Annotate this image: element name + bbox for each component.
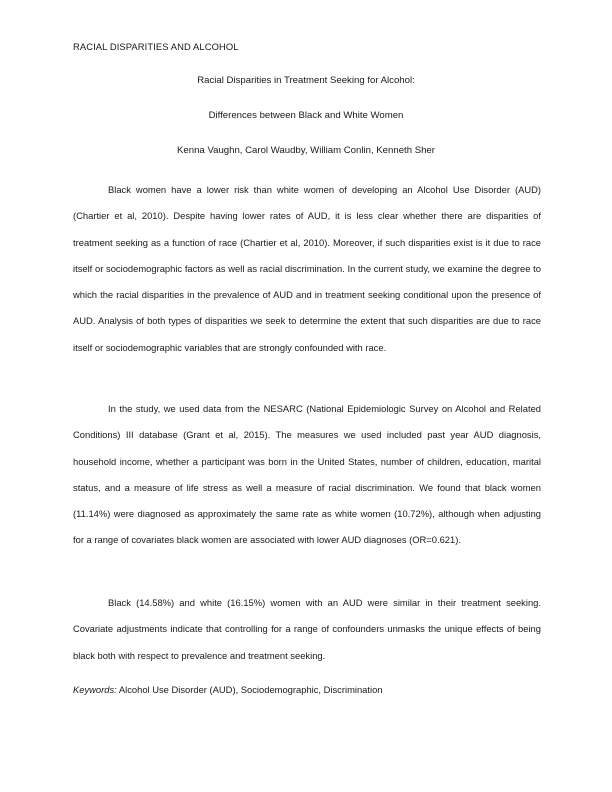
keywords-text: Alcohol Use Disorder (AUD), Sociodemographic, Discrimination — [116, 684, 383, 695]
abstract-paragraph-1: Black women have a lower risk than white women of developing an Alcohol Use Disorder (AUD) (Chartier et al, 2010). Despite having lower rates of AUD, it is less clear whether there are disparities of treatment seeking as a function of race (Chartier et al, 2010). Moreover, if such disparities exist is it due to race itself or sociodemographic factors as well as racial discrimination. In the current study, we examine the degree to which the racial disparities in the prevalence of AUD and in treatment seeking conditional upon the presence of AUD. Analysis of both types of disparities we seek to determine the extent that such disparities are due to race itself or sociodemographic variables that are strongly confounded with race. — [73, 184, 541, 353]
abstract-paragraph-2: In the study, we used data from the NESARC (National Epidemiologic Survey on Alcohol and Related Conditions) III database (Grant et al, 2015). The measures we used included past year AUD diagnosis, household income, whether a participant was born in the United States, number of children, education, marital status, and a measure of life stress as well a measure of racial discrimination. We found that black women (11.14%) were diagnosed as approximately the same rate as white women (10.72%), although when adjusting for a range of covariates black women are associated with lower AUD diagnoses (OR=0.621). — [73, 403, 541, 546]
running-head: RACIAL DISPARITIES AND ALCOHOL — [73, 41, 239, 52]
title-line-1: Racial Disparities in Treatment Seeking for Alcohol: — [197, 75, 415, 86]
title-line-2: Differences between Black and White Women — [208, 110, 404, 121]
author-list: Kenna Vaughn, Carol Waudby, William Conlin, Kenneth Sher — [177, 145, 435, 156]
keywords-label: Keywords: — [73, 684, 117, 695]
keywords-line — [73, 684, 383, 695]
abstract-paragraph-3: Black (14.58%) and white (16.15%) women with an AUD were similar in their treatment seeking. Covariate adjustments indicate that controlling for a range of confounders unmasks the unique effects of being black both with respect to prevalence and treatment seeking. — [73, 597, 541, 661]
